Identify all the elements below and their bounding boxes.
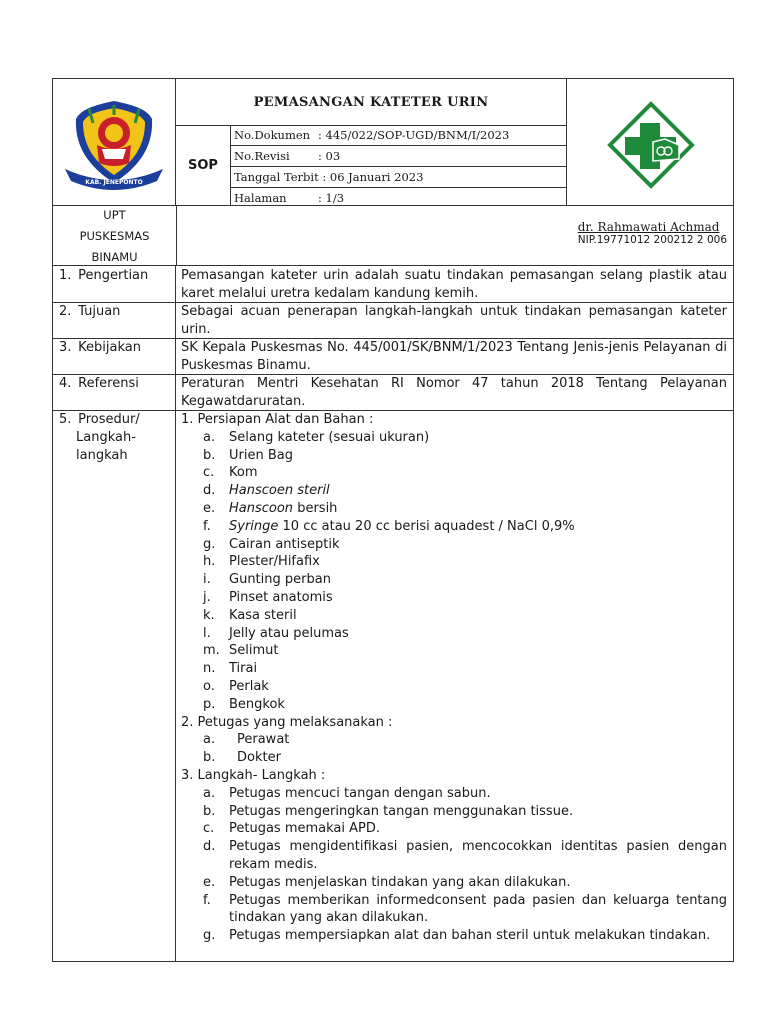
org-line: UPT: [103, 208, 126, 222]
list-item: [181, 660, 727, 678]
section-row-referensi: [53, 374, 733, 411]
section-label: 1. Pengertian: [53, 266, 176, 302]
sop-label: SOP: [176, 125, 231, 205]
meta-key: Tanggal Terbit: [234, 170, 319, 184]
meta-key: No.Revisi: [234, 149, 290, 163]
list-text: Petugas memberikan informedconsent pada pasien dan keluarga tentang tindakan yang akan dilakukan.: [229, 892, 727, 926]
equipment-list: [181, 429, 727, 714]
org-line: PUSKESMAS: [79, 229, 150, 243]
section-label: 4. Referensi: [53, 374, 176, 410]
section-text: Pemasangan kateter urin adalah suatu tindakan pemasangan selang plastik atau karet melalui uretra kedalam kandung kemih.: [181, 268, 727, 301]
list-item: [181, 927, 727, 945]
meta-row-revisi: [230, 146, 566, 167]
list-marker: a.: [203, 429, 216, 445]
list-marker: l.: [203, 625, 211, 641]
list-item: [181, 553, 727, 571]
list-item: [181, 803, 727, 821]
list-text: Kom: [229, 465, 258, 481]
jeneponto-logo: [53, 79, 176, 205]
meta-row-tanggal: [230, 167, 566, 188]
list-item: [181, 429, 727, 447]
list-text: Dokter: [237, 750, 281, 766]
steps-list: [181, 785, 727, 945]
meta-value: : 1/3: [318, 191, 345, 205]
procedure-subtitle: 1. Persiapan Alat dan Bahan :: [181, 412, 374, 427]
list-marker: h.: [203, 554, 216, 570]
list-marker: c.: [203, 821, 215, 837]
signer-name: dr. Rahmawati Achmad: [577, 220, 720, 234]
list-text: Selimut: [229, 643, 279, 659]
signer-block: [578, 220, 727, 246]
list-marker: c.: [203, 465, 215, 481]
document-meta: [230, 125, 566, 205]
sop-content-table: [52, 266, 734, 962]
list-marker: f.: [203, 892, 211, 908]
list-item: [181, 874, 727, 892]
meta-row-halaman: [230, 188, 566, 208]
list-marker: k.: [203, 607, 215, 623]
list-marker: a.: [203, 732, 216, 748]
list-marker: n.: [203, 661, 216, 677]
meta-value: : 06 Januari 2023: [322, 170, 424, 184]
list-item: [181, 607, 727, 625]
list-item: [181, 678, 727, 696]
list-item: [181, 820, 727, 838]
list-item: [181, 838, 727, 874]
regency-logo-cell: [53, 79, 176, 205]
list-item: [181, 696, 727, 714]
list-marker: p.: [203, 696, 216, 712]
list-text: Kasa steril: [229, 607, 297, 623]
organization-row: [52, 206, 734, 266]
list-item: [181, 892, 727, 928]
list-marker: d.: [203, 483, 216, 499]
list-marker: f.: [203, 518, 211, 534]
section-text: Sebagai acuan penerapan langkah-langkah untuk tindakan pemasangan kateter urin.: [181, 304, 727, 337]
list-item: [181, 749, 727, 767]
org-line: BINAMU: [91, 250, 138, 264]
section-text: Peraturan Mentri Kesehatan RI Nomor 47 tahun 2018 Tentang Pelayanan Kegawatdaruratan.: [181, 376, 727, 409]
logo-ribbon-text: KAB. JENEPONTO: [85, 179, 143, 186]
list-marker: o.: [203, 678, 215, 694]
list-text-suffix: 10 cc atau 20 cc berisi aquadest / NaCl 0,9%: [278, 518, 575, 534]
list-item: [181, 500, 727, 518]
list-text: Perlak: [229, 678, 269, 694]
section-row-kebijakan: [53, 338, 733, 375]
list-text: Jelly atau pelumas: [229, 625, 349, 641]
section-row-pengertian: [53, 266, 733, 303]
list-text: Pinset anatomis: [229, 589, 333, 605]
list-text: Petugas menjelaskan tindakan yang akan dilakukan.: [229, 874, 571, 890]
procedure-subtitle: 3. Langkah- Langkah :: [181, 767, 326, 783]
section-text: SK Kepala Puskesmas No. 445/001/SK/BNM/1/2023 Tentang Jenis-jenis Pelayanan di Puskesmas Binamu.: [181, 340, 727, 373]
list-text: Bengkok: [229, 696, 285, 712]
document-header: [52, 78, 734, 206]
section-row-tujuan: [53, 302, 733, 339]
list-text: Tirai: [229, 661, 258, 677]
document-title: PEMASANGAN KATETER URIN: [176, 79, 566, 126]
list-text: Plester/Hifafix: [229, 554, 320, 570]
list-marker: b.: [203, 447, 216, 463]
list-marker: e.: [203, 874, 216, 890]
list-item: [181, 642, 727, 660]
list-text: Petugas mengidentifikasi pasien, mencocokkan identitas pasien dengan rekam medis.: [229, 839, 727, 872]
section-label: 3. Kebijakan: [53, 338, 176, 374]
list-marker: i.: [203, 572, 211, 588]
list-text: Petugas mempersiapkan alat dan bahan steril untuk melakukan tindakan.: [229, 928, 711, 944]
list-item: [181, 589, 727, 607]
list-item: [181, 447, 727, 465]
section-label: 2. Tujuan: [53, 302, 176, 338]
list-item: [181, 482, 727, 500]
meta-value: : 445/022/SOP-UGD/BNM/I/2023: [318, 128, 510, 142]
list-text: Cairan antiseptik: [229, 536, 340, 552]
meta-row-dokumen: [230, 125, 566, 146]
list-marker: b.: [203, 803, 216, 819]
list-item: [181, 518, 727, 536]
list-marker: m.: [203, 643, 220, 659]
list-item: [181, 464, 727, 482]
list-text: Hanscoon: [229, 500, 294, 516]
list-text: Petugas mengeringkan tangan menggunakan tissue.: [229, 803, 574, 819]
list-text: Perawat: [237, 732, 290, 748]
meta-key: Halaman: [234, 191, 287, 205]
list-text: Selang kateter (sesuai ukuran): [229, 429, 430, 445]
procedure-body: [181, 411, 727, 945]
meta-key: No.Dokumen: [234, 128, 311, 142]
list-marker: g.: [203, 536, 216, 552]
organization-name: [53, 206, 177, 265]
signer-nip: NIP.19771012 200212 2 006: [577, 234, 727, 246]
section-row-prosedur: [53, 410, 733, 961]
procedure-subtitle: 2. Petugas yang melaksanakan :: [181, 714, 393, 730]
list-item: [181, 536, 727, 554]
puskesmas-logo-cell: [566, 79, 734, 205]
list-text: Petugas memakai APD.: [229, 821, 381, 837]
list-marker: g.: [203, 928, 216, 944]
list-marker: j.: [203, 589, 211, 605]
list-marker: b.: [203, 750, 216, 766]
list-marker: a.: [203, 785, 216, 801]
puskesmas-logo: [567, 79, 734, 205]
list-item: [181, 571, 727, 589]
list-item: [181, 731, 727, 749]
staff-list: [181, 731, 727, 767]
list-item: [181, 785, 727, 803]
section-label: 5. Prosedur/ Langkah- langkah: [53, 410, 176, 961]
list-text: Urien Bag: [229, 447, 293, 463]
meta-value: : 03: [318, 149, 341, 163]
list-text: Gunting perban: [229, 572, 331, 588]
list-item: [181, 625, 727, 643]
list-marker: e.: [203, 500, 216, 516]
list-marker: d.: [203, 839, 216, 855]
list-text: Syringe: [229, 518, 279, 534]
list-text: Petugas mencuci tangan dengan sabun.: [229, 785, 491, 801]
list-text: Hanscoen steril: [229, 483, 330, 499]
list-text-suffix: bersih: [293, 500, 338, 516]
